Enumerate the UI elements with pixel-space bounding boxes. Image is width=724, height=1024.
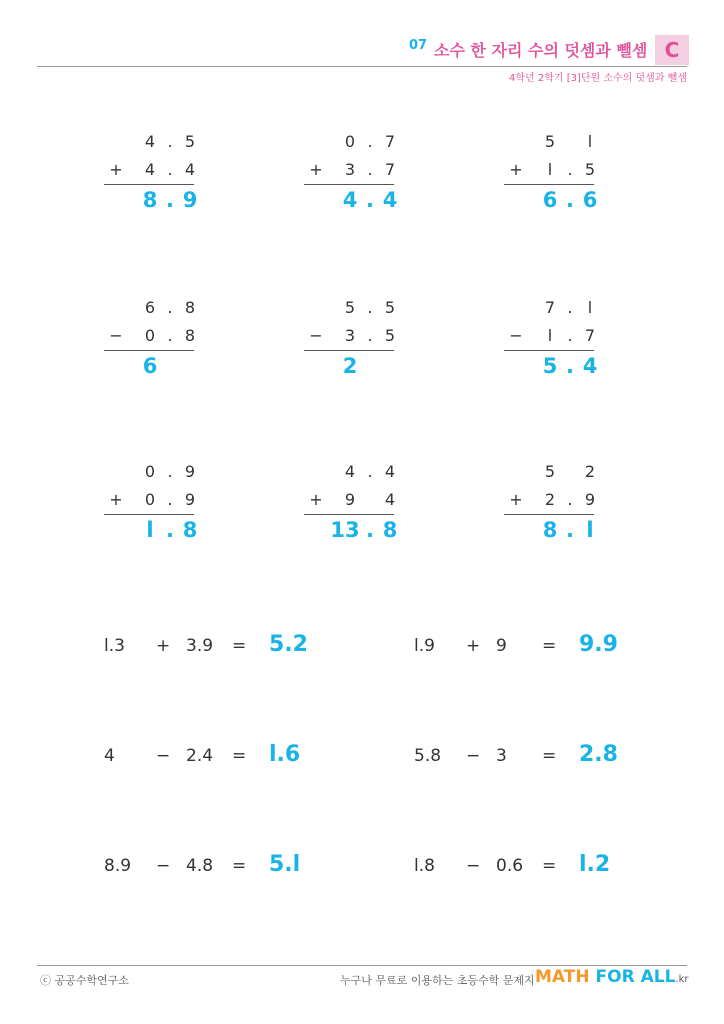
answer-digit: . [566, 188, 574, 212]
answer-line [504, 184, 594, 185]
bottom-digit: 3 [344, 160, 356, 179]
answer-digit: 5 [542, 354, 558, 378]
answer-line [304, 350, 394, 351]
footer-tagline: 누구나 무료로 이용하는 초등수학 문제지 [340, 974, 535, 987]
bottom-row [504, 326, 604, 350]
bottom-row [304, 326, 404, 350]
bottom-digit: . [567, 160, 573, 179]
bottom-digit: 8 [184, 326, 196, 345]
horizontal-problem [414, 852, 624, 886]
level-badge: C [655, 35, 689, 65]
bottom-row [304, 160, 404, 184]
worksheet-number: 07 [409, 38, 428, 53]
answer-row [104, 188, 204, 212]
top-row [104, 462, 204, 486]
answer-digit: l [586, 518, 594, 542]
operator: − [509, 326, 523, 345]
equals-sign: = [542, 636, 557, 656]
operator: + [309, 490, 323, 509]
bottom-digit: 9 [344, 490, 356, 509]
bottom-digit: 0 [144, 326, 156, 345]
top-digit: . [167, 298, 173, 317]
operator: + [466, 636, 481, 656]
top-digit: 5 [184, 132, 196, 151]
answer-row [504, 518, 604, 542]
bottom-digit: 5 [584, 160, 596, 179]
equals-sign: = [542, 746, 557, 766]
horizontal-problem [104, 632, 314, 666]
top-row [504, 462, 604, 486]
operand: 9 [496, 636, 507, 656]
operator: − [309, 326, 323, 345]
top-digit: 5 [544, 132, 556, 151]
top-digit: 6 [144, 298, 156, 317]
operator: − [156, 746, 171, 766]
answer-digit: . [566, 354, 574, 378]
answer-digit: . [366, 518, 374, 542]
bottom-digit: . [167, 160, 173, 179]
answer-value: 5.2 [269, 632, 308, 657]
answer-digit: 6 [582, 188, 598, 212]
bottom-digit: 4 [144, 160, 156, 179]
bottom-digit: . [167, 490, 173, 509]
bottom-digit: 9 [184, 490, 196, 509]
answer-value: l.2 [579, 852, 611, 877]
operand: l.3 [104, 636, 125, 656]
top-digit: 0 [344, 132, 356, 151]
bottom-digit: . [167, 326, 173, 345]
top-digit: 4 [144, 132, 156, 151]
top-digit: 7 [384, 132, 396, 151]
answer-digit: 2 [342, 354, 358, 378]
top-digit: . [367, 132, 373, 151]
horizontal-problem [104, 852, 314, 886]
top-row [104, 298, 204, 322]
answer-digit: 8 [142, 188, 158, 212]
bottom-digit: 3 [344, 326, 356, 345]
answer-row [104, 518, 204, 542]
bottom-digit: . [367, 326, 373, 345]
answer-digit: l [146, 518, 154, 542]
answer-value: 9.9 [579, 632, 618, 657]
answer-value: l.6 [269, 742, 301, 767]
equals-sign: = [232, 856, 247, 876]
bottom-row [104, 160, 204, 184]
top-digit: . [167, 462, 173, 481]
top-digit: 5 [344, 298, 356, 317]
answer-digit: 9 [182, 188, 198, 212]
bottom-digit: 0 [144, 490, 156, 509]
bottom-row [104, 490, 204, 514]
answer-row [304, 188, 404, 212]
answer-line [304, 184, 394, 185]
header-divider [37, 66, 687, 67]
answer-digit: . [166, 518, 174, 542]
horizontal-problem [104, 742, 314, 776]
equals-sign: = [542, 856, 557, 876]
top-row [504, 298, 604, 322]
bottom-digit: 4 [384, 490, 396, 509]
horizontal-problem [414, 632, 624, 666]
operand: l.8 [414, 856, 435, 876]
bottom-digit: . [367, 160, 373, 179]
top-digit: . [367, 298, 373, 317]
operator: + [509, 490, 523, 509]
answer-digit: 4 [342, 188, 358, 212]
answer-row [504, 188, 604, 212]
top-digit: l [587, 298, 593, 317]
worksheet-title: 소수 한 자리 수의 덧셈과 뺄셈 [434, 41, 648, 60]
top-digit: 9 [184, 462, 196, 481]
operator: + [109, 490, 123, 509]
top-digit: . [567, 298, 573, 317]
operand: 8.9 [104, 856, 132, 876]
operator: + [309, 160, 323, 179]
operand: 2.4 [186, 746, 214, 766]
operator: − [109, 326, 123, 345]
bottom-digit: l [547, 326, 553, 345]
answer-line [104, 514, 194, 515]
horizontal-problem [414, 742, 624, 776]
operator: + [509, 160, 523, 179]
operand: 0.6 [496, 856, 524, 876]
top-digit: . [167, 132, 173, 151]
brand-math: MATH [535, 967, 590, 987]
answer-digit: 8 [182, 518, 198, 542]
worksheet-subtitle: 4학년 2학기 [3]단원 소수의 덧셈과 뺄셈 [508, 73, 687, 84]
top-digit: 5 [544, 462, 556, 481]
answer-value: 2.8 [579, 742, 618, 767]
answer-digit: 8 [542, 518, 558, 542]
bottom-row [504, 160, 604, 184]
top-row [504, 132, 604, 156]
brand-for-all: FOR ALL [595, 967, 676, 987]
bottom-digit: 9 [584, 490, 596, 509]
top-digit: 5 [384, 298, 396, 317]
answer-line [504, 514, 594, 515]
bottom-digit: . [567, 326, 573, 345]
bottom-digit: 7 [384, 160, 396, 179]
operand: 3 [496, 746, 507, 766]
bottom-digit: 4 [184, 160, 196, 179]
operand: 4.8 [186, 856, 214, 876]
top-row [304, 132, 404, 156]
bottom-row [104, 326, 204, 350]
answer-row [504, 354, 604, 378]
copyright-text: ⓒ 공공수학연구소 [40, 974, 129, 987]
operator: + [109, 160, 123, 179]
brand-kr: .kr [675, 974, 689, 985]
answer-digit: 13 [330, 518, 360, 542]
operand: 5.8 [414, 746, 442, 766]
top-digit: 4 [344, 462, 356, 481]
bottom-digit: 7 [584, 326, 596, 345]
top-digit: 0 [144, 462, 156, 481]
answer-digit: 4 [382, 188, 398, 212]
answer-row [304, 354, 404, 378]
answer-digit: 8 [382, 518, 398, 542]
top-digit: . [367, 462, 373, 481]
answer-line [504, 350, 594, 351]
brand-logo [535, 967, 689, 987]
top-row [304, 462, 404, 486]
operator: − [466, 856, 481, 876]
answer-line [104, 184, 194, 185]
operand: 3.9 [186, 636, 214, 656]
answer-value: 5.l [269, 852, 301, 877]
answer-digit: 4 [582, 354, 598, 378]
answer-digit: . [566, 518, 574, 542]
bottom-row [504, 490, 604, 514]
operator: − [156, 856, 171, 876]
bottom-digit: 5 [384, 326, 396, 345]
answer-digit: . [166, 188, 174, 212]
answer-row [304, 518, 404, 542]
top-digit: 4 [384, 462, 396, 481]
bottom-digit: 2 [544, 490, 556, 509]
operand: l.9 [414, 636, 435, 656]
top-digit: l [587, 132, 593, 151]
operator: − [466, 746, 481, 766]
answer-row [104, 354, 204, 378]
answer-line [104, 350, 194, 351]
bottom-digit: l [547, 160, 553, 179]
operand: 4 [104, 746, 115, 766]
answer-line [304, 514, 394, 515]
footer-divider [37, 965, 687, 966]
operator: + [156, 636, 171, 656]
equals-sign: = [232, 636, 247, 656]
answer-digit: . [366, 188, 374, 212]
top-row [104, 132, 204, 156]
top-digit: 7 [544, 298, 556, 317]
top-digit: 8 [184, 298, 196, 317]
answer-digit: 6 [142, 354, 158, 378]
equals-sign: = [232, 746, 247, 766]
top-digit: 2 [584, 462, 596, 481]
bottom-digit: . [567, 490, 573, 509]
answer-digit: 6 [542, 188, 558, 212]
bottom-row [304, 490, 404, 514]
top-row [304, 298, 404, 322]
